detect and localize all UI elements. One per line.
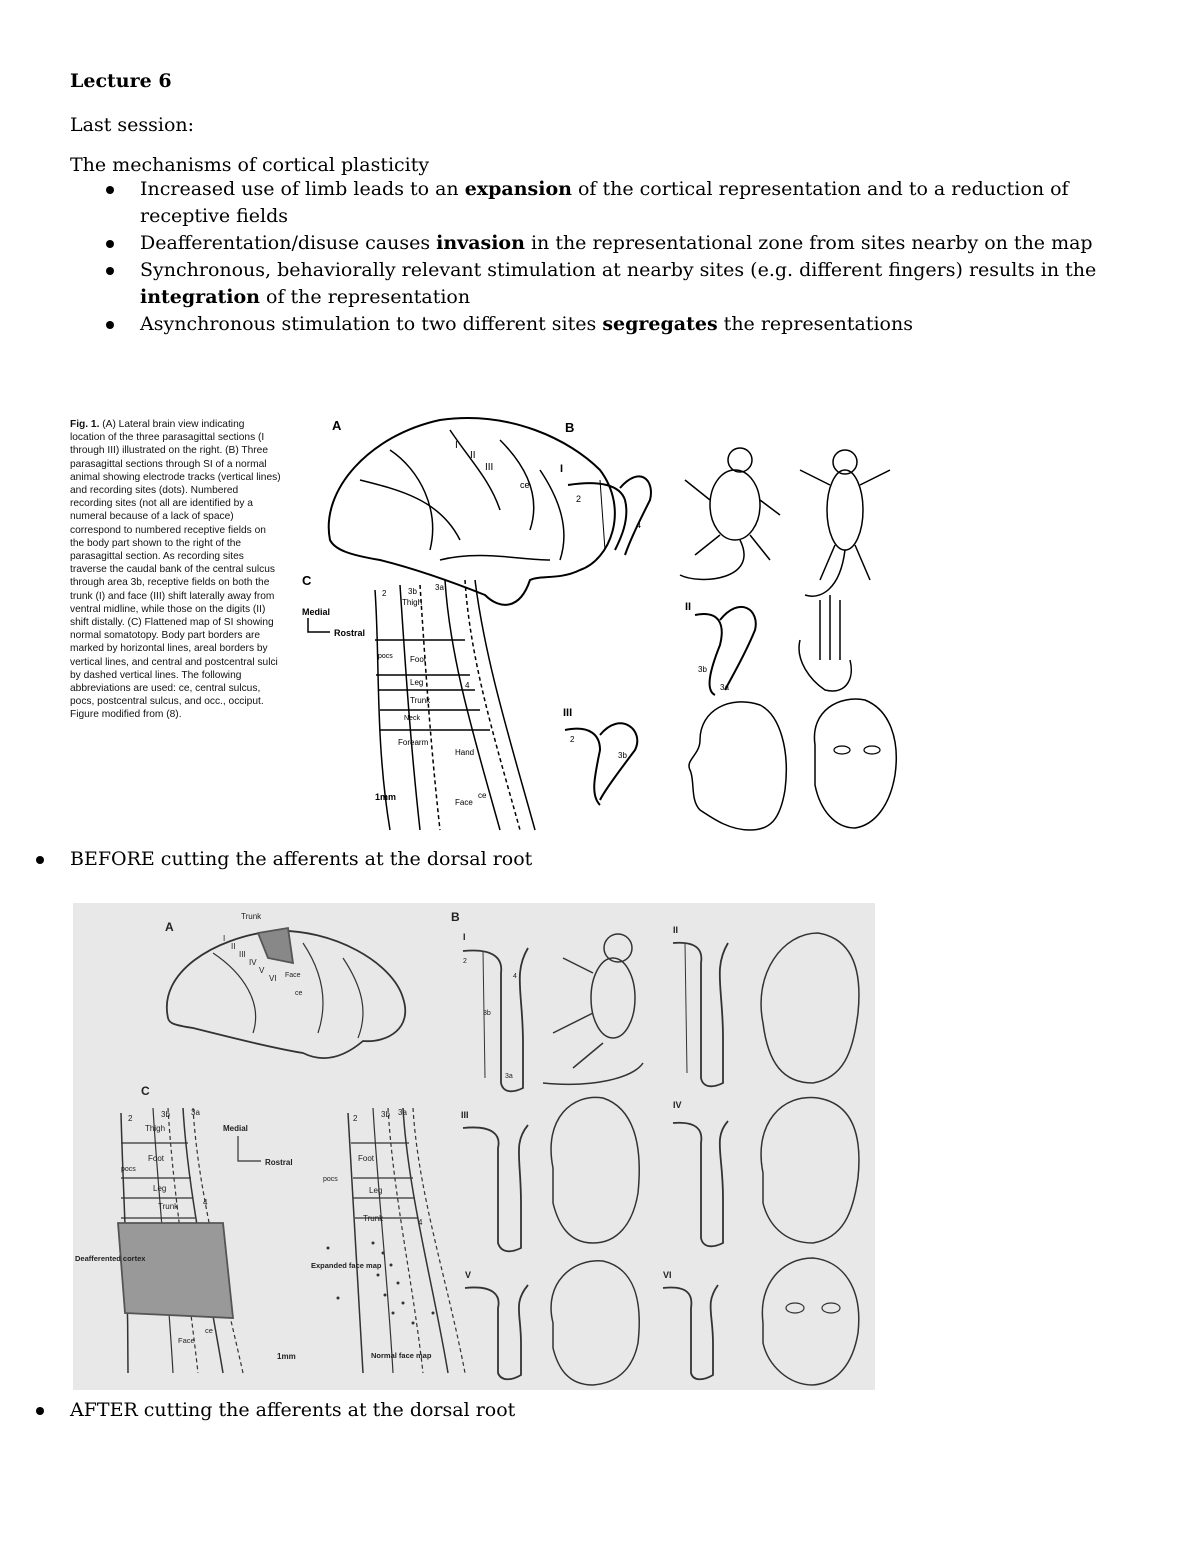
svg-text:4: 4 xyxy=(513,973,517,980)
svg-text:3a: 3a xyxy=(435,583,444,592)
svg-text:III: III xyxy=(485,462,494,473)
list-item: Synchronous, behaviorally relevant stimulation at nearby sites (e.g. different fingers) results in the integration of the representation xyxy=(140,257,1140,311)
svg-text:3b: 3b xyxy=(408,587,417,596)
before-caption xyxy=(70,846,532,873)
svg-text:1mm: 1mm xyxy=(375,792,397,802)
panel-c-label: C xyxy=(302,573,312,588)
svg-text:Thigh: Thigh xyxy=(402,598,423,607)
brain-outline xyxy=(329,418,615,605)
svg-text:III: III xyxy=(563,707,573,719)
panel-c-label: C xyxy=(141,1084,150,1098)
panel-b-label: B xyxy=(451,910,460,924)
figure-1-illustration xyxy=(300,410,910,835)
svg-text:Foot: Foot xyxy=(148,1154,165,1163)
svg-text:Foot: Foot xyxy=(358,1154,375,1163)
svg-text:3b: 3b xyxy=(161,1110,170,1119)
svg-text:I: I xyxy=(223,934,226,943)
list-item: Asynchronous stimulation to two different sites segregates the representations xyxy=(140,311,1140,338)
svg-text:3b: 3b xyxy=(698,665,707,674)
svg-text:Trunk: Trunk xyxy=(158,1202,179,1211)
document-body xyxy=(70,70,1140,338)
svg-text:Rostral: Rostral xyxy=(265,1158,293,1167)
figure-2 xyxy=(73,903,875,1390)
svg-text:I: I xyxy=(455,440,458,451)
svg-text:3a: 3a xyxy=(720,683,729,692)
svg-text:Thigh: Thigh xyxy=(145,1124,166,1133)
svg-text:Leg: Leg xyxy=(410,678,424,687)
svg-text:ce: ce xyxy=(520,480,530,490)
svg-text:2: 2 xyxy=(463,958,467,965)
svg-text:Face: Face xyxy=(285,972,301,979)
section-heading: The mechanisms of cortical plasticity xyxy=(70,154,430,176)
figure-1 xyxy=(70,410,910,835)
list-item: Deafferentation/disuse causes invasion in the representational zone from sites nearby on the map xyxy=(140,230,1140,257)
svg-text:Face: Face xyxy=(455,798,473,807)
svg-text:Forearm: Forearm xyxy=(398,738,429,747)
svg-text:II: II xyxy=(673,925,679,935)
svg-text:1mm: 1mm xyxy=(277,1352,296,1361)
mechanism-list xyxy=(70,176,1140,338)
svg-text:3a: 3a xyxy=(505,1073,513,1080)
svg-text:V: V xyxy=(259,966,265,975)
svg-text:Foot: Foot xyxy=(410,655,427,664)
page-title: Lecture 6 xyxy=(70,70,172,92)
svg-text:VI: VI xyxy=(663,1270,672,1280)
svg-text:2: 2 xyxy=(570,735,575,744)
svg-text:4: 4 xyxy=(418,1218,423,1227)
svg-text:Medial: Medial xyxy=(302,607,331,617)
svg-text:Medial: Medial xyxy=(223,1124,248,1133)
svg-text:pocs: pocs xyxy=(121,1166,136,1173)
figure-1-caption: Fig. 1. (A) Lateral brain view indicating location of the three parasagittal sections (I through III) illustrated on the right. (B) Three parasagittal sections through SI of a normal animal showing electrode tracks (vertical lines) and recording sites (dots). Numbered recording sites (not all are identified by a numeral because of a lack of space) correspond to numbered receptive fields on the body part shown to the right of the parasagittal section. As recording sites traverse the caudal bank of the central sulcus through area 3b, receptive fields on both the trunk (I) and face (III) shift laterally away from ventral midline, while those on the digits (II) shift distally. (C) Flattened map of SI showing normal somatotopy. Body part borders are marked by horizontal lines, areal borders by vertical lines, and central and postcentral sulci by dashed vertical lines. The following abbreviations are used: ce, central sulcus, pocs, postcentral sulcus, and occ., occiput. Figure modified from (8). xyxy=(70,419,281,721)
svg-text:2: 2 xyxy=(128,1114,133,1123)
svg-text:4: 4 xyxy=(465,681,470,690)
svg-text:II: II xyxy=(470,450,476,461)
svg-text:ce: ce xyxy=(478,791,487,800)
svg-text:Trunk: Trunk xyxy=(241,912,262,921)
panel-a-label: A xyxy=(165,920,174,934)
svg-text:3b: 3b xyxy=(618,751,627,760)
svg-text:3b: 3b xyxy=(483,1010,491,1017)
svg-text:3a: 3a xyxy=(191,1108,200,1117)
svg-text:Trunk: Trunk xyxy=(363,1214,384,1223)
list-item: BEFORE cutting the afferents at the dorsal root xyxy=(70,846,532,873)
figure-2-illustration xyxy=(73,903,875,1390)
svg-text:pocs: pocs xyxy=(378,653,393,660)
svg-text:III: III xyxy=(461,1110,469,1120)
svg-text:Deafferented cortex: Deafferented cortex xyxy=(75,1254,146,1263)
svg-text:4: 4 xyxy=(636,520,642,530)
svg-text:Face: Face xyxy=(178,1336,195,1345)
svg-text:2: 2 xyxy=(382,589,387,598)
svg-text:Rostral: Rostral xyxy=(334,628,366,638)
svg-text:3a: 3a xyxy=(398,1108,407,1117)
svg-text:V: V xyxy=(465,1270,472,1280)
panel-b-label: B xyxy=(565,420,575,435)
svg-text:Normal face map: Normal face map xyxy=(371,1351,432,1360)
svg-text:ce: ce xyxy=(205,1326,213,1335)
svg-text:III: III xyxy=(239,950,246,959)
svg-text:ce: ce xyxy=(295,990,303,997)
list-item: AFTER cutting the afferents at the dorsal root xyxy=(70,1397,515,1424)
last-session-label: Last session: xyxy=(70,114,195,136)
svg-text:Leg: Leg xyxy=(153,1184,167,1193)
svg-text:II: II xyxy=(231,942,236,951)
list-item: Increased use of limb leads to an expansion of the cortical representation and to a reduction of receptive fields xyxy=(140,176,1140,230)
after-caption xyxy=(70,1397,515,1424)
svg-text:2: 2 xyxy=(576,494,582,504)
panel-a-label: A xyxy=(332,418,342,433)
svg-text:I: I xyxy=(463,932,466,942)
svg-text:3b: 3b xyxy=(381,1110,390,1119)
svg-text:IV: IV xyxy=(673,1100,682,1110)
svg-text:II: II xyxy=(685,601,692,613)
svg-text:Hand: Hand xyxy=(455,748,475,757)
svg-text:Leg: Leg xyxy=(369,1186,383,1195)
svg-text:VI: VI xyxy=(269,974,277,983)
svg-text:IV: IV xyxy=(249,958,257,967)
svg-text:Trunk: Trunk xyxy=(410,696,431,705)
svg-text:pocs: pocs xyxy=(323,1176,338,1183)
svg-text:4: 4 xyxy=(203,1198,208,1207)
svg-text:2: 2 xyxy=(353,1114,358,1123)
svg-text:I: I xyxy=(560,463,564,475)
svg-text:Expanded face map: Expanded face map xyxy=(311,1261,382,1270)
svg-text:Neck: Neck xyxy=(404,715,420,722)
